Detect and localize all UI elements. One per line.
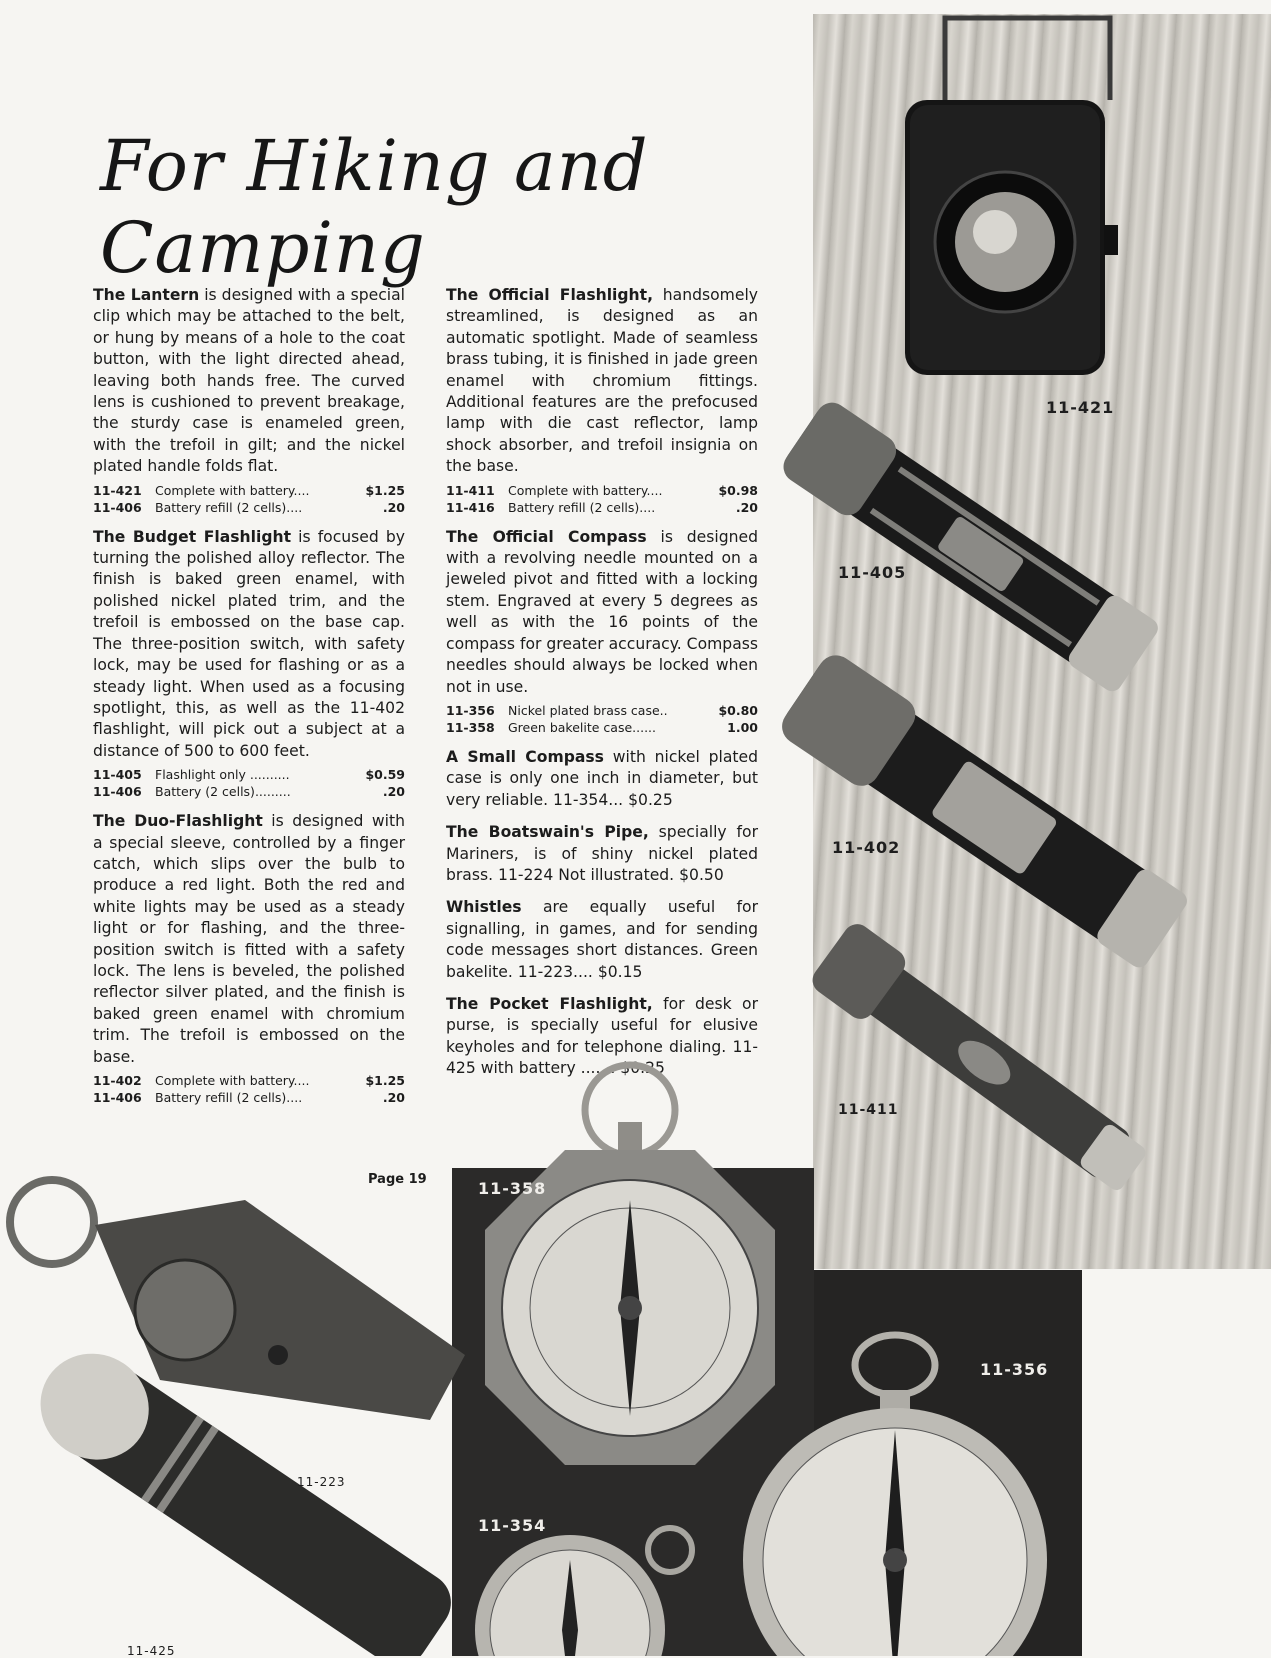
page-title: For Hiking and Camping	[100, 125, 649, 289]
label-11-405: 11-405	[838, 563, 907, 582]
duo-flashlight-description: The Duo-Flashlight is designed with a special sleeve, controlled by a finger catch, which slips over the bulb to produce a red light. Both the red and white lights may be used as a steady light or for flashing, and the three-position switch is fitted with a safety lock. The lens is beveled, the polished reflector silver plated, and the finish is baked green enamel with chromium trim. The trefoil is embossed on the base.	[93, 812, 405, 1066]
pocket-flashlight-description: The Pocket Flashlight, for desk or purse, is specially useful for elusive keyholes and for telephone dialing. 11-425 with battery ....... $0.25	[446, 994, 758, 1078]
price-row: 11-402 Complete with battery.... $1.25	[93, 1073, 405, 1088]
price-row: 11-358 Green bakelite case...... 1.00	[446, 719, 758, 735]
price-row: 11-411 Complete with battery.... $0.98	[446, 482, 758, 498]
label-11-358: 11-358	[478, 1179, 547, 1198]
duo-flashlight-image	[775, 648, 1194, 976]
label-11-223: 11-223	[297, 1475, 346, 1489]
official-flashlight-image	[807, 919, 1157, 1204]
official-compass-description: The Official Compass is designed with a revolving needle mounted on a jeweled pivot and fitted with a locking stem. Engraved at every 5 degrees as well as with the 16 points of the compass for greater accuracy. Compass needles should always be locked when not in use.	[446, 527, 758, 696]
official-flashlight-description: The Official Flashlight, handsomely streamlined, is designed as an automatic spotlight. Made of seamless brass tubing, it is finished in jade green enamel with chromium fittings. Additional features are the prefocused lamp with die cast reflector, lamp shock absorber, and trefoil insignia on the base.	[446, 286, 758, 476]
price-row: 11-405 Flashlight only .......... $0.59	[93, 767, 405, 783]
small-compass-description: A Small Compass with nickel plated case is only one inch in diameter, but very reliable. 11-354... $0.25	[446, 747, 758, 809]
label-11-354: 11-354	[478, 1516, 547, 1535]
whistles-description: Whistles are equally useful for signalling, in games, and for sending code messages short distances. Green bakelite. 11-223.... $0.15	[446, 898, 758, 981]
budget-flashlight-description: The Budget Flashlight is focused by turning the polished alloy reflector. The finish is baked green enamel, with polished nickel plated trim, and the trefoil is embossed on the base cap. The three-position switch, with safety lock, may be used for flashing or as a steady light. When used as a focusing spotlight, this, as well as the 11-402 flashlight, will pick out a subject at a distance of 500 to 600 feet.	[93, 527, 406, 760]
price-row: 11-406 Battery refill (2 cells).... .20	[93, 1090, 405, 1105]
price-row: 11-406 Battery (2 cells)......... .20	[93, 784, 405, 800]
price-row: 11-421 Complete with battery.... $1.25	[93, 482, 405, 498]
label-11-356: 11-356	[980, 1360, 1049, 1379]
price-row: 11-356 Nickel plated brass case.. $0.80	[446, 702, 758, 718]
budget-flashlight-image	[777, 396, 1163, 697]
label-11-425: 11-425	[127, 1644, 176, 1658]
lantern-image	[905, 18, 1118, 375]
lantern-description: The Lantern is designed with a special clip which may be attached to the belt, or hung by means of a hole to the coat button, with the light directed ahead, leaving both hands free. The curved lens is cushioned to prevent breakage, the sturdy case is enameled green, with the trefoil in gilt; and the nickel plated handle folds flat.	[93, 286, 405, 476]
green-compass-image	[485, 1065, 775, 1465]
nickel-compass-image	[743, 1335, 1047, 1656]
label-11-411: 11-411	[838, 1102, 899, 1118]
label-11-421: 11-421	[1046, 398, 1115, 417]
label-11-402: 11-402	[832, 838, 901, 857]
small-compass-image	[475, 1528, 692, 1656]
boatswain-pipe-description: The Boatswain's Pipe, specially for Mariners, is of shiny nickel plated brass. 11-224 Not illustrated. $0.50	[446, 823, 758, 884]
page-number: Page 19	[368, 1172, 427, 1187]
price-row: 11-406 Battery refill (2 cells).... .20	[93, 499, 405, 515]
price-row: 11-416 Battery refill (2 cells).... .20	[446, 499, 758, 515]
